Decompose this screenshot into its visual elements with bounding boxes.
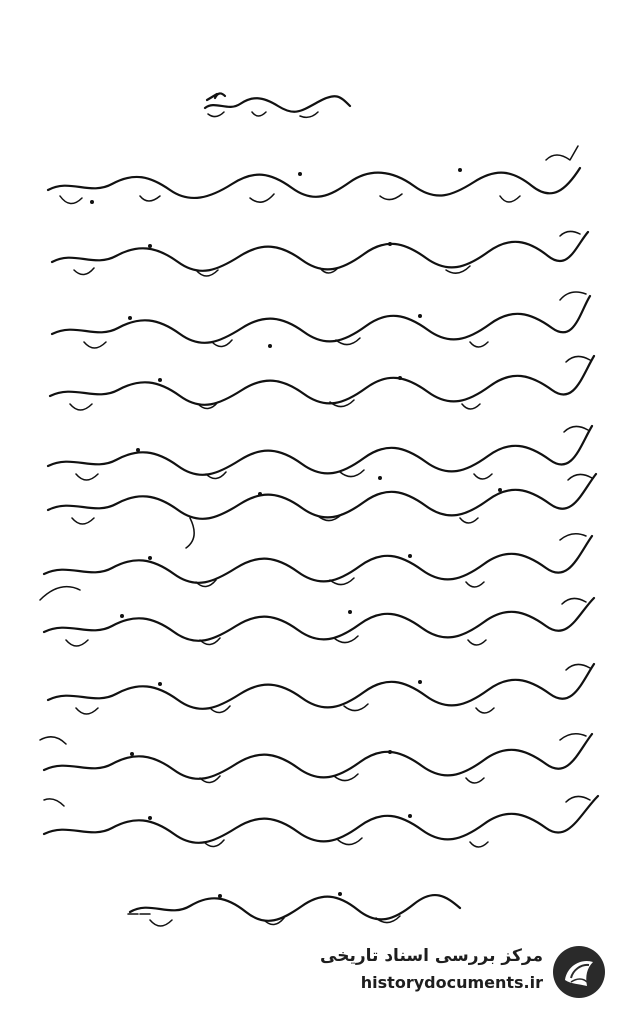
manuscript-line — [128, 892, 460, 926]
watermark-url: historydocuments.ir — [360, 973, 543, 992]
manuscript-line — [40, 534, 592, 600]
scroll-logo-icon — [551, 944, 607, 1000]
manuscript-line — [48, 426, 592, 480]
manuscript-line — [50, 356, 594, 410]
manuscript-line — [48, 664, 594, 714]
manuscript-line — [44, 598, 594, 646]
manuscript-line — [44, 796, 598, 847]
manuscript-line — [52, 292, 590, 348]
watermark-title: مرکز بررسی اسناد تاریخی — [320, 946, 543, 966]
manuscript-line — [48, 146, 580, 204]
manuscript-line — [52, 231, 588, 276]
manuscript-line — [40, 734, 592, 783]
manuscript-line — [48, 474, 596, 548]
manuscript-header — [205, 93, 350, 117]
watermark — [321, 940, 611, 1002]
